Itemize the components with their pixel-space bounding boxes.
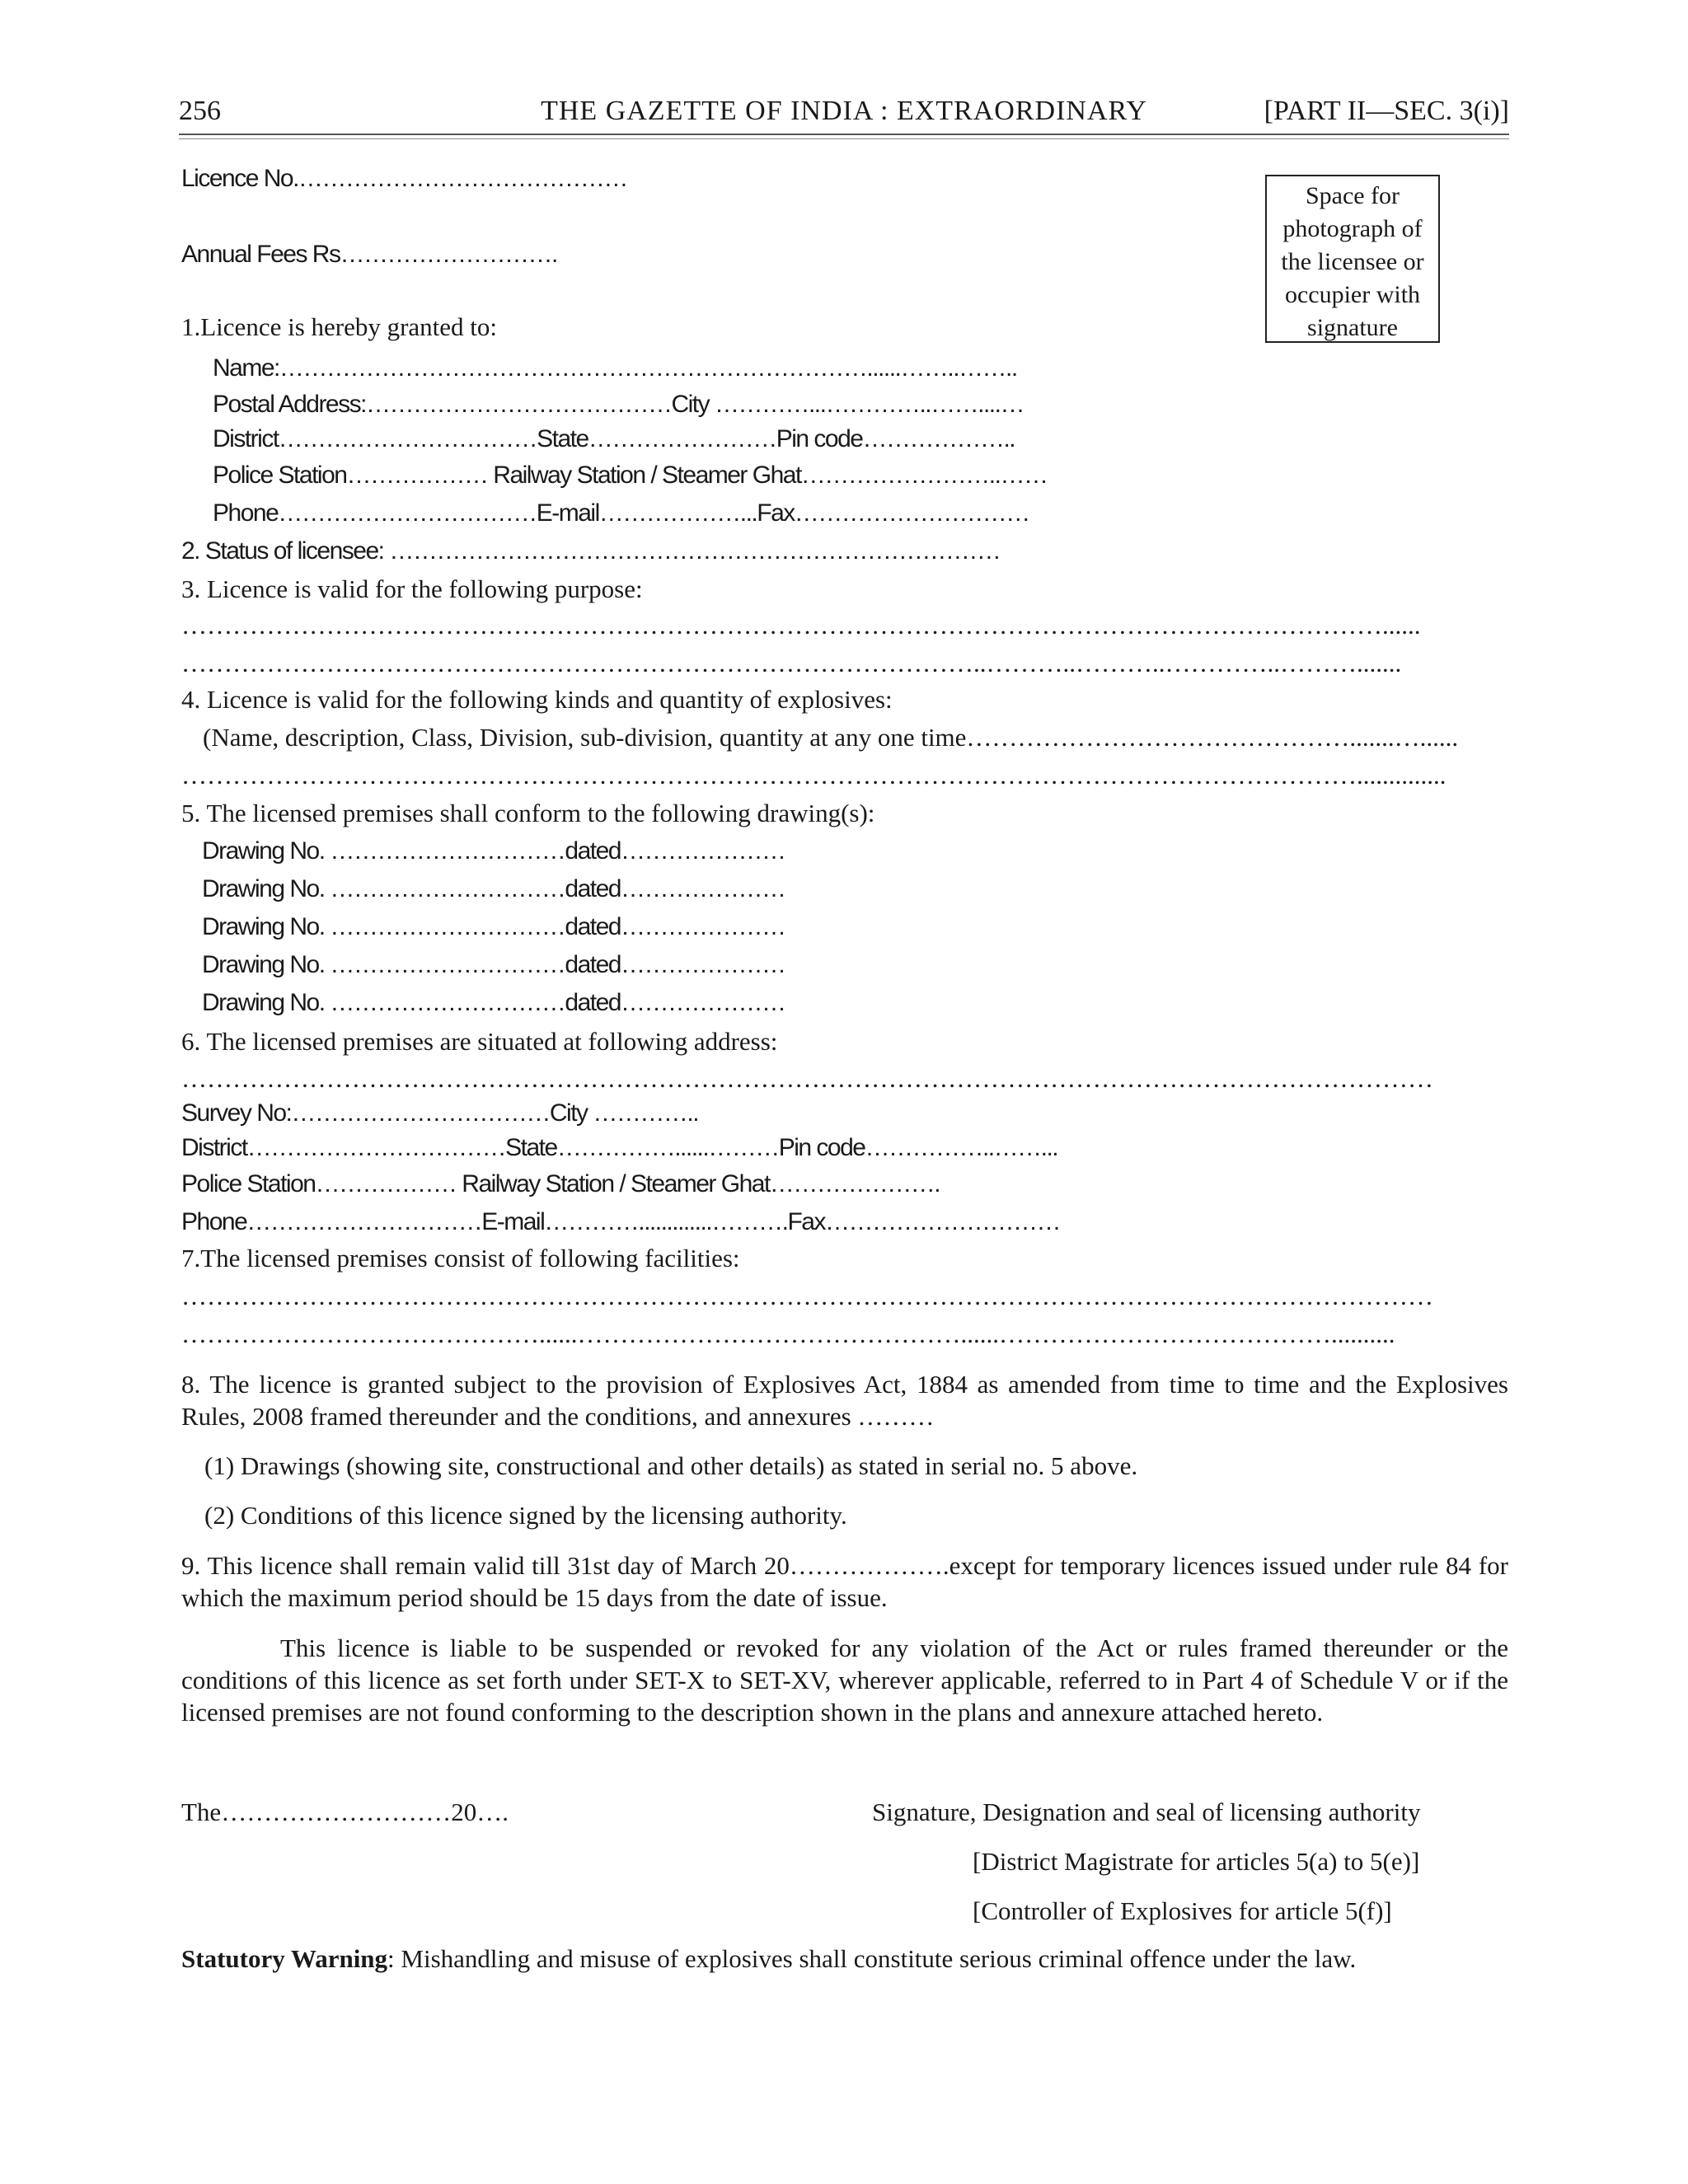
item-3-heading: 3. Licence is valid for the following purpose: [181, 574, 643, 603]
item-4-dotted-line: ………………………………………………………………………………………………………………………….............. [181, 761, 1447, 790]
item-3-dotted-line: ……………………………………………………………………………………………………………………………...... [181, 611, 1421, 640]
name-field: Name:…………………………………………………………………......……..…….. [213, 354, 1017, 382]
item-1-heading: 1.Licence is hereby granted to: [181, 312, 498, 341]
annual-fees-field: Annual Fees Rs………………………. [181, 241, 557, 268]
page-number: 256 [179, 96, 221, 126]
item-9-paragraph: 9. This licence shall remain valid till 31st day of March 20……………….except for temporary licences issued under rule 84 for which the maximum period should be 15 days from the date of issue. [181, 1551, 1508, 1612]
drawing-line: Drawing No. …………………………dated………………… [202, 875, 785, 902]
survey-city-field: Survey No:……………………………City ………….. [181, 1099, 699, 1127]
phone-email-fax-field-2: Phone…………………………E-mail………….............……….Fax………………………… [181, 1208, 1060, 1235]
warning-text: : Mishandling and misuse of explosives shall constitute serious criminal offence under the law. [387, 1944, 1357, 1973]
drawing-line: Drawing No. …………………………dated………………… [202, 989, 785, 1016]
postal-address-field: Postal Address:…………………………………City …………...…………..……....… [213, 391, 1024, 418]
district-state-pincode-field-2: District……………………………State……………......………Pin code……………..……... [181, 1134, 1058, 1161]
item-4-subheading: (Name, description, Class, Division, sub-division, quantity at any one time……………………………………….......…...... [203, 723, 1459, 752]
signature-line: Signature, Designation and seal of licensing authority [872, 1797, 1421, 1826]
item-8-paragraph: 8. The licence is granted subject to the provision of Explosives Act, 1884 as amended from time to time and the Explosives Rules, 2008 framed thereunder and the conditions, and annexures ……… [181, 1370, 1508, 1431]
statutory-warning [181, 1943, 1356, 1975]
gazette-title: THE GAZETTE OF INDIA : EXTRAORDINARY [541, 96, 1147, 126]
date-line: The………………………20…. [181, 1797, 509, 1826]
district-magistrate-line: [District Magistrate for articles 5(a) to 5(e)] [973, 1847, 1420, 1876]
police-railway-field-2: Police Station……………… Railway Station / Steamer Ghat…………………. [181, 1170, 940, 1197]
revocation-paragraph: This licence is liable to be suspended or revoked for any violation of the Act or rules framed thereunder or the conditions of this licence as set forth under SET-X to SET-XV, wherever applicable, referred to in Part 4 of Schedule V or if the licensed premises are not found conforming to the description shown in the plans and annexure attached hereto. [181, 1633, 1508, 1727]
item-7-dotted-line: ………………………………………………………………………………………………………………………………… [181, 1282, 1433, 1310]
item-6-heading: 6. The licensed premises are situated at following address: [181, 1027, 778, 1056]
header-rule-thin [179, 138, 1509, 139]
licence-no-field: Licence No.…………………………………… [181, 165, 627, 192]
header-rule [179, 134, 1509, 135]
item-8-annex-2: (2) Conditions of this licence signed by the licensing authority. [204, 1501, 847, 1530]
item-5-heading: 5. The licensed premises shall conform to the following drawing(s): [181, 799, 875, 827]
item-2-status: 2. Status of licensee: …………………………………………………………………… [181, 537, 1001, 565]
phone-email-fax-field: Phone……………………………E-mail………………...Fax………………………… [213, 499, 1029, 527]
district-state-pincode-field: District……………………………State……………………Pin code……………….. [213, 425, 1015, 452]
drawing-line: Drawing No. …………………………dated………………… [202, 913, 785, 940]
warning-label: Statutory Warning [181, 1944, 388, 1973]
item-8-annex-1: (1) Drawings (showing site, constructional and other details) as stated in serial no. 5 above. [204, 1451, 1138, 1480]
police-railway-field: Police Station……………… Railway Station / Steamer Ghat……………………..…… [213, 462, 1048, 489]
drawing-line: Drawing No. …………………………dated………………… [202, 951, 785, 978]
part-section: [PART II—SEC. 3(i)] [1264, 96, 1509, 126]
item-4-heading: 4. Licence is valid for the following kinds and quantity of explosives: [181, 685, 893, 714]
item-7-dotted-line: ……………………………………......………………………………………......………………………………….......... [181, 1319, 1395, 1348]
photo-placeholder-box: Space for photograph of the licensee or occupier with signature [1265, 175, 1440, 343]
item-6-dotted-line: ………………………………………………………………………………………………………………………………… [181, 1064, 1433, 1093]
item-7-heading: 7.The licensed premises consist of following facilities: [181, 1244, 740, 1272]
controller-line: [Controller of Explosives for article 5(f)] [973, 1896, 1392, 1925]
drawing-line: Drawing No. …………………………dated………………… [202, 837, 785, 865]
item-3-dotted-line: …………………………………………………………………………………..………..………..…………..………....... [181, 649, 1402, 677]
